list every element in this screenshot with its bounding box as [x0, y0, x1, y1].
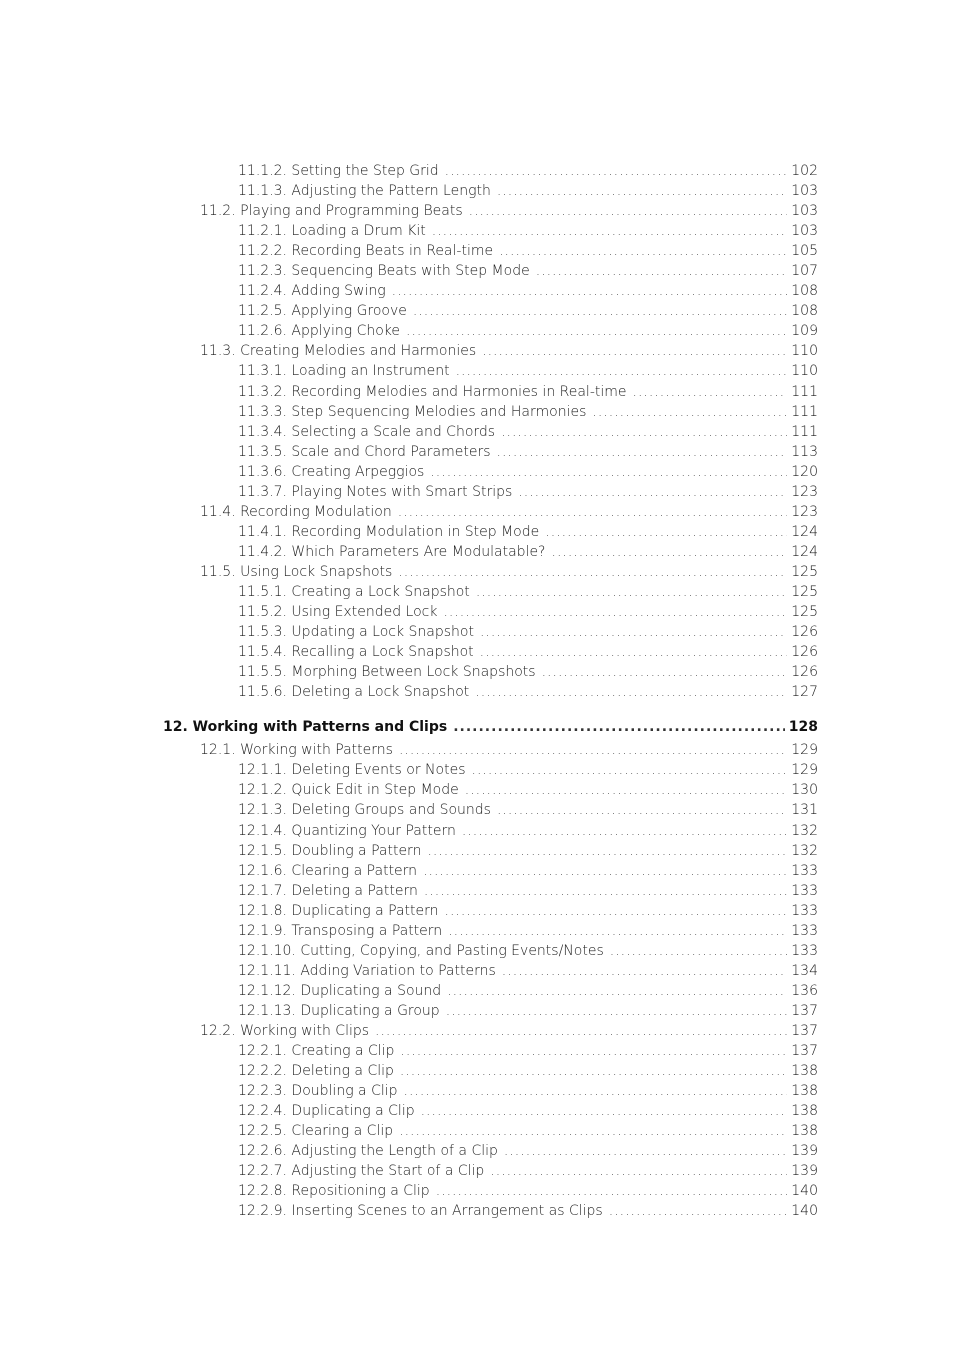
toc-entry-title: 11.2.4. Adding Swing [238, 283, 386, 300]
toc-subsection-entry[interactable] [163, 261, 818, 281]
toc-subsection-entry[interactable] [163, 161, 818, 181]
toc-subsection-entry[interactable] [163, 402, 818, 422]
dot-leader [443, 602, 787, 622]
toc-entry-page-number: 111 [791, 423, 818, 440]
toc-subsection-entry[interactable] [163, 582, 818, 602]
dot-leader [518, 482, 787, 502]
dot-leader [447, 981, 787, 1001]
toc-subsection-entry[interactable] [163, 602, 818, 622]
toc-entry-title: 12.1.5. Doubling a Pattern [238, 842, 422, 859]
toc-subsection-entry[interactable] [163, 542, 818, 562]
toc-entry-page-number: 120 [791, 463, 818, 480]
toc-entry-page-number: 125 [791, 563, 818, 580]
toc-subsection-entry[interactable] [163, 642, 818, 662]
toc-entry-page-number: 139 [791, 1143, 818, 1160]
toc-subsection-entry[interactable] [163, 682, 818, 702]
toc-subsection-entry[interactable] [163, 1121, 818, 1141]
toc-entry-title: 11.2.5. Applying Groove [238, 303, 407, 320]
dot-leader [490, 1161, 787, 1181]
toc-entry-title: 12.1.10. Cutting, Copying, and Pasting Events/Notes [238, 942, 604, 959]
dot-leader [432, 221, 788, 241]
toc-subsection-entry[interactable] [163, 1061, 818, 1081]
toc-chapter-entry[interactable] [163, 717, 818, 737]
toc-entry-page-number: 133 [791, 922, 818, 939]
toc-entry-title: 11.2.6. Applying Choke [238, 323, 401, 340]
toc-subsection-entry[interactable] [163, 881, 818, 901]
dot-leader [375, 1021, 787, 1041]
dot-leader [482, 341, 787, 361]
toc-entry-page-number: 129 [791, 742, 818, 759]
toc-subsection-entry[interactable] [163, 622, 818, 642]
dot-leader [427, 841, 787, 861]
dot-leader [502, 961, 787, 981]
dot-leader [592, 402, 787, 422]
toc-entry-page-number: 103 [791, 223, 818, 240]
toc-subsection-entry[interactable] [163, 181, 818, 201]
toc-entry-page-number: 108 [791, 283, 818, 300]
toc-entry-page-number: 138 [791, 1063, 818, 1080]
toc-entry-title: 11.4. Recording Modulation [200, 503, 392, 520]
toc-subsection-entry[interactable] [163, 901, 818, 921]
toc-entry-page-number: 109 [791, 323, 818, 340]
dot-leader [609, 1201, 788, 1221]
dot-leader [552, 542, 788, 562]
dot-leader [501, 422, 787, 442]
toc-entry-title: 12.1.9. Transposing a Pattern [238, 922, 443, 939]
toc-entry-page-number: 111 [791, 403, 818, 420]
toc-subsection-entry[interactable] [163, 1201, 818, 1221]
toc-entry-title: 12.1. Working with Patterns [200, 742, 393, 759]
toc-entry-title: 12.2.5. Clearing a Clip [238, 1123, 394, 1140]
toc-entry-title: 12.2.4. Duplicating a Clip [238, 1103, 415, 1120]
toc-entry-page-number: 132 [791, 822, 818, 839]
toc-entry-title: 12.1.3. Deleting Groups and Sounds [238, 802, 491, 819]
toc-entry-title: 11.2.3. Sequencing Beats with Step Mode [238, 263, 530, 280]
toc-entry-page-number: 124 [791, 543, 818, 560]
toc-entry-page-number: 140 [791, 1183, 818, 1200]
dot-leader [504, 1141, 787, 1161]
dot-leader [413, 301, 787, 321]
toc-entry-page-number: 126 [791, 644, 818, 661]
toc-subsection-entry[interactable] [163, 442, 818, 462]
toc-section-entry[interactable] [163, 740, 818, 760]
toc-entry-title: 11.4.1. Recording Modulation in Step Mode [238, 523, 540, 540]
toc-entry-title: 11.3.1. Loading an Instrument [238, 363, 450, 380]
toc-section-entry[interactable] [163, 502, 818, 522]
toc-entry-title: 12.1.8. Duplicating a Pattern [238, 902, 439, 919]
toc-entry-page-number: 103 [791, 203, 818, 220]
toc-entry-page-number: 138 [791, 1103, 818, 1120]
toc-entry-title: 11.5. Using Lock Snapshots [200, 563, 393, 580]
dot-leader [398, 502, 788, 522]
toc-entry-page-number: 125 [791, 604, 818, 621]
dot-leader [497, 800, 787, 820]
toc-entry-title: 12.1.11. Adding Variation to Patterns [238, 962, 496, 979]
toc-entry-page-number: 130 [791, 782, 818, 799]
toc-subsection-entry[interactable] [163, 482, 818, 502]
toc-entry-title: 12.2.9. Inserting Scenes to an Arrangement as Clips [238, 1203, 603, 1220]
toc-entry-title: 11.4.2. Which Parameters Are Modulatable? [238, 543, 546, 560]
toc-entry-title: 12. Working with Patterns and Clips [163, 719, 448, 736]
toc-entry-title: 11.1.2. Setting the Step Grid [238, 163, 439, 179]
toc-entry-title: 12.2.6. Adjusting the Length of a Clip [238, 1143, 498, 1160]
toc-subsection-entry[interactable] [163, 221, 818, 241]
dot-leader [399, 1121, 787, 1141]
toc-subsection-entry[interactable] [163, 981, 818, 1001]
dot-leader [400, 1041, 787, 1061]
toc-subsection-entry[interactable] [163, 522, 818, 542]
dot-leader [424, 881, 787, 901]
toc-entry-page-number: 126 [791, 624, 818, 641]
toc-entry-title: 12.1.1. Deleting Events or Notes [238, 762, 466, 779]
toc-subsection-entry[interactable] [163, 422, 818, 442]
dot-leader [404, 1081, 788, 1101]
toc-entry-title: 11.1.3. Adjusting the Pattern Length [238, 183, 491, 200]
toc-entry-page-number: 129 [791, 762, 818, 779]
toc-subsection-entry[interactable] [163, 321, 818, 341]
toc-subsection-entry[interactable] [163, 281, 818, 301]
toc-entry-title: 11.3.2. Recording Melodies and Harmonies in Real-time [238, 383, 627, 400]
toc-entry-title: 12.2.1. Creating a Clip [238, 1043, 395, 1060]
toc-entry-page-number: 125 [791, 583, 818, 600]
toc-entry-page-number: 140 [791, 1203, 818, 1220]
toc-subsection-entry[interactable] [163, 301, 818, 321]
dot-leader [499, 241, 787, 261]
dot-leader [480, 622, 787, 642]
toc-section-entry[interactable] [163, 201, 818, 221]
toc-entry-page-number: 108 [791, 303, 818, 320]
toc-entry-title: 12.1.13. Duplicating a Group [238, 1002, 440, 1019]
toc-subsection-entry[interactable] [163, 1001, 818, 1021]
toc-entry-title: 12.1.6. Clearing a Pattern [238, 862, 418, 879]
toc-entry-title: 11.3.4. Selecting a Scale and Chords [238, 423, 496, 440]
toc-entry-page-number: 127 [791, 684, 818, 701]
toc-entry-title: 12.2.2. Deleting a Clip [238, 1063, 394, 1080]
toc-entry-page-number: 110 [791, 363, 818, 380]
toc-subsection-entry[interactable] [163, 361, 818, 381]
toc-entry-title: 12.2.3. Doubling a Clip [238, 1083, 398, 1100]
toc-section-entry[interactable] [163, 562, 818, 582]
dot-leader [392, 281, 788, 301]
dot-leader [456, 361, 788, 381]
toc-entry-title: 12.2.7. Adjusting the Start of a Clip [238, 1163, 485, 1180]
toc-entry-page-number: 139 [791, 1163, 818, 1180]
toc-entry-page-number: 102 [791, 163, 818, 179]
toc-entry-page-number: 123 [791, 483, 818, 500]
toc-entry-page-number: 138 [791, 1083, 818, 1100]
toc-entry-title: 11.5.5. Morphing Between Lock Snapshots [238, 664, 536, 681]
toc-subsection-entry[interactable] [163, 1141, 818, 1161]
toc-subsection-entry[interactable] [163, 921, 818, 941]
dot-leader [400, 1061, 787, 1081]
toc-subsection-entry[interactable] [163, 861, 818, 881]
dot-leader [430, 462, 787, 482]
dot-leader [469, 201, 788, 221]
toc-entry-page-number: 110 [791, 343, 818, 360]
toc-subsection-entry[interactable] [163, 841, 818, 861]
toc-entry-page-number: 132 [791, 842, 818, 859]
toc-entry-page-number: 105 [791, 243, 818, 260]
toc-subsection-entry[interactable] [163, 1041, 818, 1061]
toc-entry-page-number: 137 [791, 1022, 818, 1039]
toc-entry-title: 11.3.7. Playing Notes with Smart Strips [238, 483, 513, 500]
toc-entry-title: 12.1.4. Quantizing Your Pattern [238, 822, 456, 839]
dot-leader [465, 780, 788, 800]
dot-leader [448, 921, 787, 941]
dot-leader [446, 1001, 788, 1021]
dot-leader [445, 161, 788, 181]
toc-entry-title: 12.1.7. Deleting a Pattern [238, 882, 418, 899]
toc-entry-page-number: 137 [791, 1043, 818, 1060]
toc-entry-title: 11.5.2. Using Extended Lock [238, 604, 438, 621]
toc-entry-page-number: 113 [791, 443, 818, 460]
toc-subsection-entry[interactable] [163, 662, 818, 682]
toc-subsection-entry[interactable] [163, 382, 818, 402]
dot-leader [475, 682, 787, 702]
dot-leader [462, 821, 787, 841]
dot-leader [423, 861, 787, 881]
toc-subsection-entry[interactable] [163, 1161, 818, 1181]
toc-subsection-entry[interactable] [163, 462, 818, 482]
toc-subsection-entry[interactable] [163, 1181, 818, 1201]
toc-subsection-entry[interactable] [163, 821, 818, 841]
toc-entry-page-number: 134 [791, 962, 818, 979]
toc-entry-title: 11.3.6. Creating Arpeggios [238, 463, 425, 480]
dot-leader [497, 442, 788, 462]
dot-leader [399, 740, 787, 760]
toc-entry-page-number: 107 [791, 263, 818, 280]
toc-entry-page-number: 103 [791, 183, 818, 200]
toc-entry-page-number: 133 [791, 882, 818, 899]
dot-leader [545, 522, 787, 542]
toc-entry-page-number: 111 [791, 383, 818, 400]
toc-entry-page-number: 133 [791, 862, 818, 879]
dot-leader [453, 717, 785, 737]
toc-entry-title: 11.2.2. Recording Beats in Real-time [238, 243, 494, 260]
toc-entry-page-number: 133 [791, 942, 818, 959]
toc-entry-page-number: 128 [788, 719, 818, 736]
toc-subsection-entry[interactable] [163, 1081, 818, 1101]
toc-entry-title: 12.1.2. Quick Edit in Step Mode [238, 782, 459, 799]
dot-leader [398, 562, 787, 582]
dot-leader [536, 261, 788, 281]
toc-entry-title: 12.1.12. Duplicating a Sound [238, 982, 442, 999]
toc-entry-title: 11.2. Playing and Programming Beats [200, 203, 463, 220]
toc-entry-title: 11.5.1. Creating a Lock Snapshot [238, 583, 470, 600]
toc-entry-title: 12.2.8. Repositioning a Clip [238, 1183, 430, 1200]
toc-entry-page-number: 123 [791, 503, 818, 520]
dot-leader [406, 321, 787, 341]
dot-leader [633, 382, 788, 402]
dot-leader [472, 760, 788, 780]
dot-leader [542, 662, 788, 682]
dot-leader [436, 1181, 788, 1201]
toc-section-entry[interactable] [163, 1021, 818, 1041]
dot-leader [476, 582, 787, 602]
toc-subsection-entry[interactable] [163, 780, 818, 800]
toc-subsection-entry[interactable] [163, 961, 818, 981]
toc-entry-title: 11.2.1. Loading a Drum Kit [238, 223, 426, 240]
toc-subsection-entry[interactable] [163, 800, 818, 820]
toc-subsection-entry[interactable] [163, 241, 818, 261]
toc-entry-page-number: 137 [791, 1002, 818, 1019]
toc-entry-title: 11.3.3. Step Sequencing Melodies and Harmonies [238, 403, 587, 420]
toc-entry-title: 11.3.5. Scale and Chord Parameters [238, 443, 491, 460]
toc-section-entry[interactable] [163, 341, 818, 361]
toc-entry-page-number: 124 [791, 523, 818, 540]
toc-subsection-entry[interactable] [163, 760, 818, 780]
toc-entry-page-number: 126 [791, 664, 818, 681]
dot-leader [497, 181, 787, 201]
dot-leader [480, 642, 788, 662]
toc-subsection-entry[interactable] [163, 1101, 818, 1121]
toc-entry-title: 11.5.4. Recalling a Lock Snapshot [238, 644, 474, 661]
toc-entry-page-number: 136 [791, 982, 818, 999]
toc-entry-title: 11.5.3. Updating a Lock Snapshot [238, 624, 474, 641]
toc-entry-page-number: 138 [791, 1123, 818, 1140]
toc-entry-page-number: 131 [791, 802, 818, 819]
toc-entry-page-number: 133 [791, 902, 818, 919]
toc-subsection-entry[interactable] [163, 941, 818, 961]
table-of-contents [163, 161, 818, 1221]
toc-entry-title: 11.3. Creating Melodies and Harmonies [200, 343, 477, 360]
toc-entry-title: 11.5.6. Deleting a Lock Snapshot [238, 684, 470, 701]
dot-leader [610, 941, 788, 961]
dot-leader [421, 1101, 788, 1121]
toc-entry-title: 12.2. Working with Clips [200, 1022, 370, 1039]
dot-leader [445, 901, 788, 921]
